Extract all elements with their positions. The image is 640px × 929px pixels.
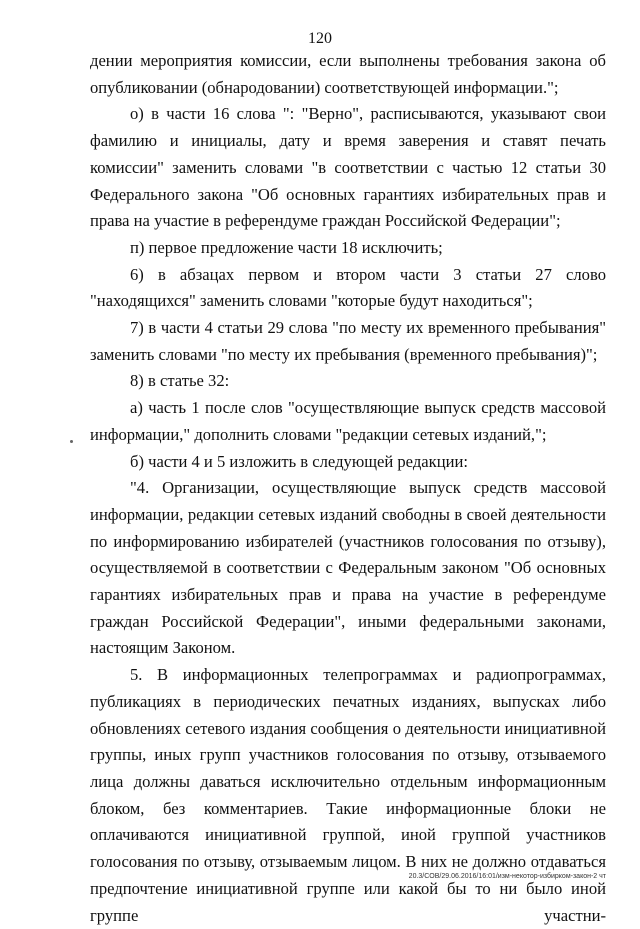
paragraph: п) первое предложение части 18 исключить; xyxy=(130,237,443,257)
paragraph: дении мероприятия комиссии, если выполнены требования закона об опубликовании (обнародовании) соответствующей информации."; xyxy=(90,51,606,97)
paragraph: о) в части 16 слова ": "Верно", расписываются, указывают свои фамилию и инициалы, дату и время заверения и ставят печать комиссии" заменить словами "в соответствии с частью 12 статьи 30 Федерального закона "Об основных гарантиях избирательных прав и права на участие в референдуме граждан Российской Федерации"; xyxy=(90,104,606,231)
footer-code: 20.3/COB/29.06.2016/16:01/изм-некотор-избирком-закон-2 чт xyxy=(408,873,606,880)
paragraph: 7) в части 4 статьи 29 слова "по месту их временного пребывания" заменить словами "по месту их пребывания (временного пребывания)"; xyxy=(90,318,606,364)
paragraph: 6) в абзацах первом и втором части 3 статьи 27 слово "находящихся" заменить словами "которые будут находиться"; xyxy=(90,264,606,311)
paragraph: "4. Организации, осуществляющие выпуск средств массовой информации, редакции сетевых изданий свободны в своей деятельности по информированию избирателей (участников голосования по отзыву), осуществляемой в соответствии с Федеральным законом "Об основных гарантиях избирательных прав и права на участие в референдуме граждан Российской Федерации", иными федеральными законами, настоящим Законом. xyxy=(90,478,606,658)
margin-mark xyxy=(70,440,73,443)
paragraph: б) части 4 и 5 изложить в следующей редакции: xyxy=(130,451,468,471)
paragraph: 8) в статье 32: xyxy=(130,371,230,391)
page-number: 120 xyxy=(308,30,332,47)
paragraph: а) часть 1 после слов "осуществляющие выпуск средств массовой информации," дополнить словами "редакции сетевых изданий,"; xyxy=(90,398,606,444)
paragraph: 5. В информационных телепрограммах и радиопрограммах, публикациях в периодических печатных изданиях, выпусках либо обновлениях сетевого издания сообщения о деятельности инициативной группы, иных групп участников голосования по отзыву, отзываемого лица должны даваться исключительно отдельным информационным блоком, без комментариев. Такие информационные блоки не оплачиваются инициативной группой, иной группой участников голосования по отзыву, отзываемым лицом. В них не должно отдаваться предпочтение инициативной группе или какой бы то ни было иной группе участни- xyxy=(90,665,606,925)
document-body xyxy=(90,48,606,929)
